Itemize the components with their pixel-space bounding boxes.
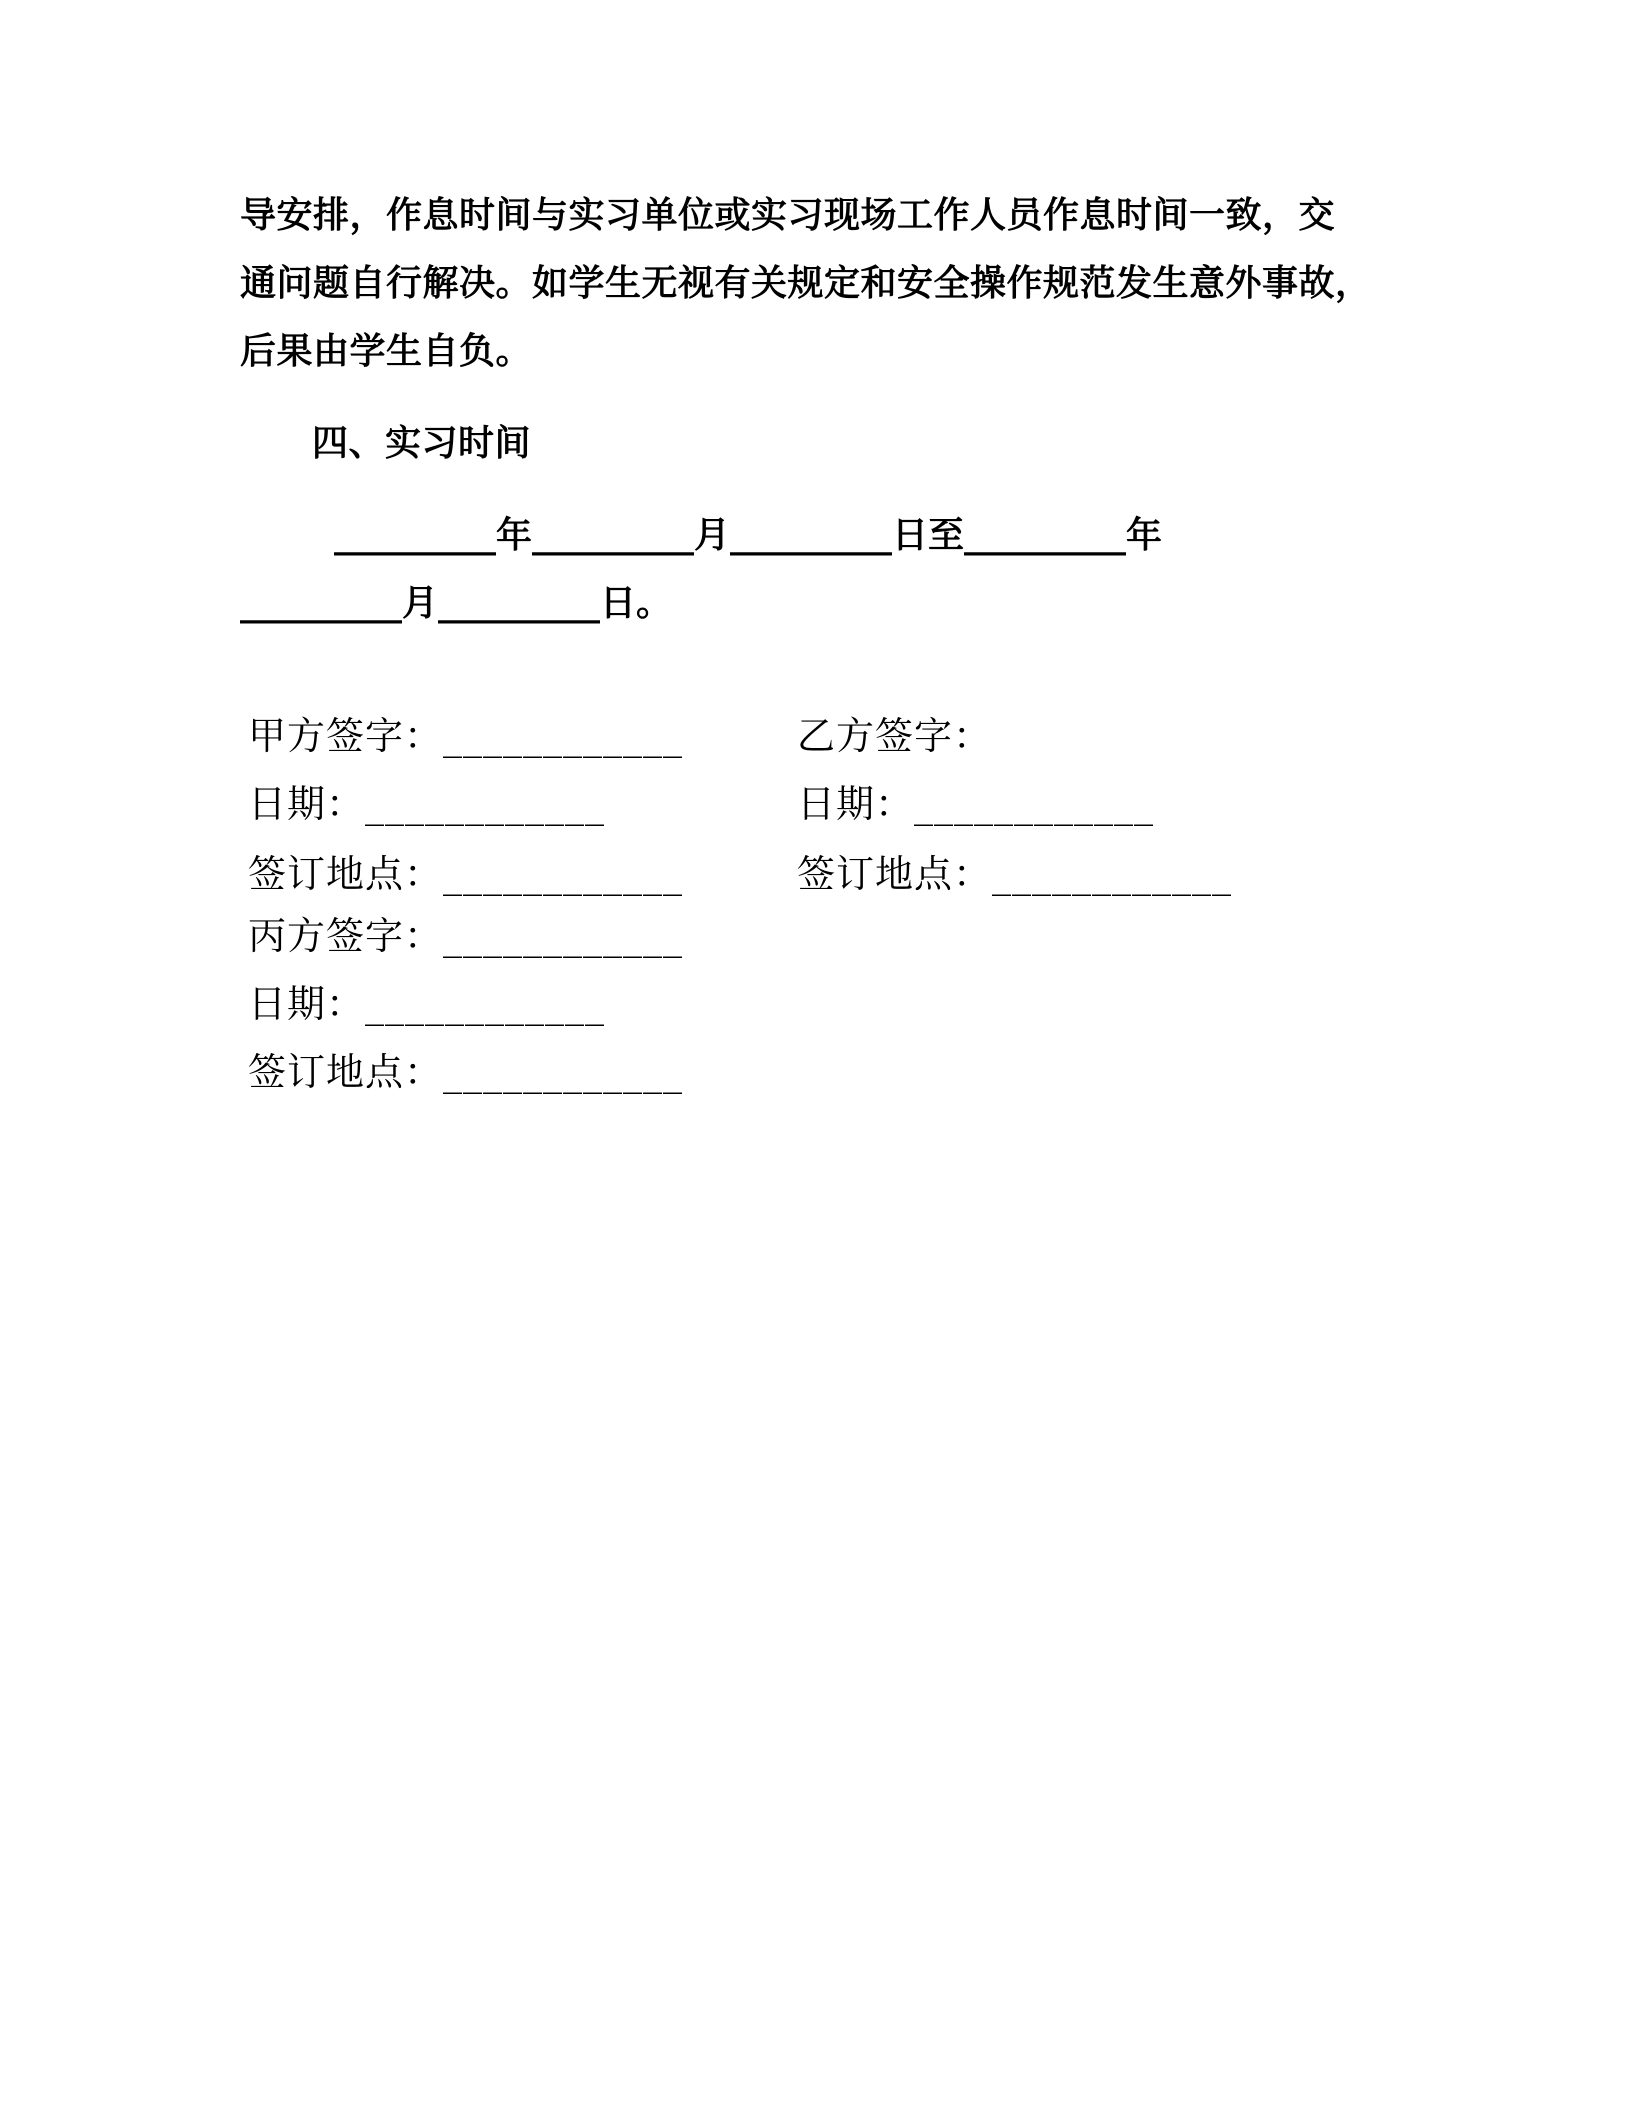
party-c-place: 签订地点：____________ xyxy=(248,1050,684,1094)
section-heading-internship-time: 四、实习时间 xyxy=(312,423,532,464)
paragraph-line-1: 导安排，作息时间与实习单位或实习现场工作人员作息时间一致，交 xyxy=(240,195,1336,236)
party-b-place: 签订地点：____________ xyxy=(797,852,1233,896)
party-a-date: 日期：____________ xyxy=(248,782,606,826)
party-b-signature: 乙方签字： xyxy=(797,714,993,758)
party-c-signature: 丙方签字：____________ xyxy=(248,914,684,958)
party-b-date: 日期：____________ xyxy=(797,782,1155,826)
internship-date-line-2: _________月_________日。 xyxy=(240,583,673,624)
party-a-signature: 甲方签字：____________ xyxy=(248,714,684,758)
internship-date-line-1: _________年_________月_________日至_________年 xyxy=(334,515,1162,556)
paragraph-line-3: 后果由学生自负。 xyxy=(240,331,533,372)
party-c-date: 日期：____________ xyxy=(248,982,606,1026)
paragraph-line-2: 通问题自行解决。如学生无视有关规定和安全操作规范发生意外事故， xyxy=(240,263,1372,304)
party-a-place: 签订地点：____________ xyxy=(248,852,684,896)
